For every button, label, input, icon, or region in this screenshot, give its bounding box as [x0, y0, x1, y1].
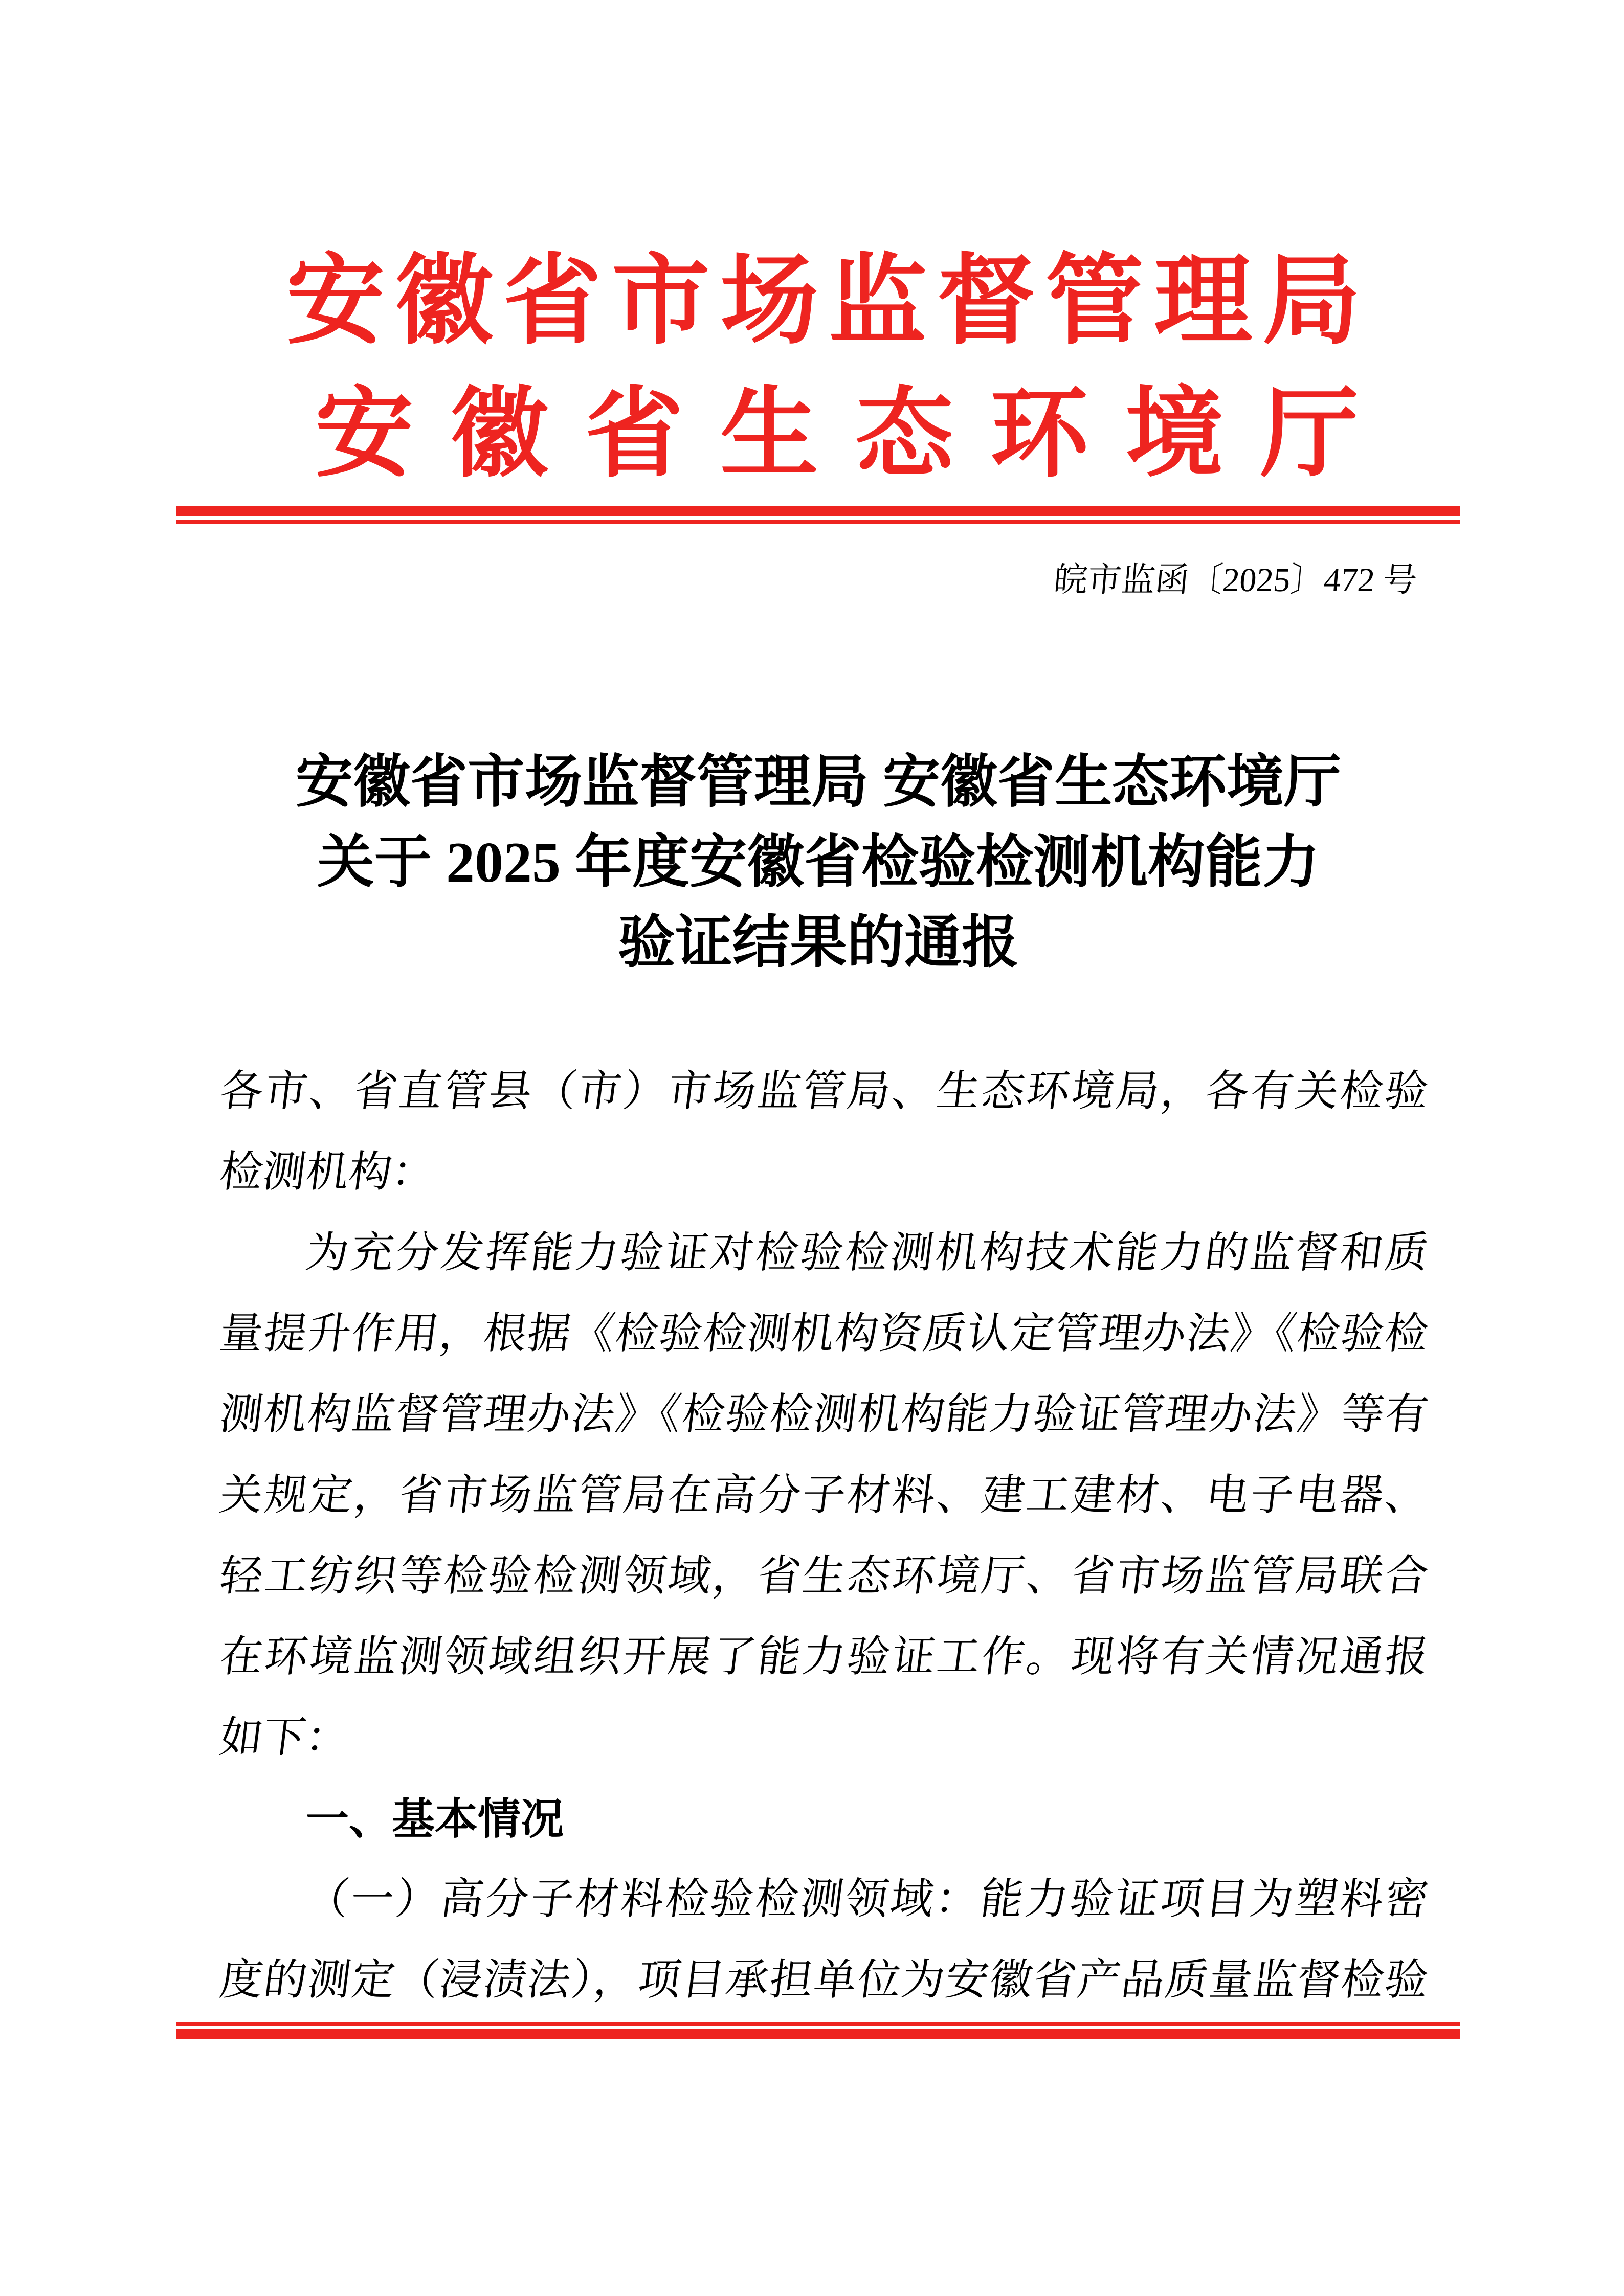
document-number: 皖市监函〔2025〕472 号	[1052, 561, 1419, 599]
paragraph-1-line-2: 量提升作用，根据《检验检测机构资质认定管理办法》《检验检	[217, 1310, 1431, 1358]
section-heading-basic-info: 一、基本情况	[306, 1795, 564, 1843]
header-divider-thin	[176, 520, 1460, 524]
paragraph-1-line-5: 轻工纺织等检验检测领域，省生态环境厅、省市场监管局联合	[217, 1552, 1431, 1600]
title-line-1: 安徽省市场监督管理局 安徽省生态环境厅	[296, 751, 1341, 814]
header-divider-thick	[176, 506, 1460, 516]
footer-divider-thick	[176, 2029, 1460, 2039]
paragraph-1-line-1: 为充分发挥能力验证对检验检测机构技术能力的监督和质	[303, 1229, 1431, 1277]
title-line-2: 关于 2025 年度安徽省检验检测机构能力	[317, 831, 1320, 894]
salutation-line-1: 各市、省直管县（市）市场监管局、生态环境局，各有关检验	[217, 1068, 1431, 1115]
paragraph-1-line-6: 在环境监测领域组织开展了能力验证工作。现将有关情况通报	[217, 1633, 1431, 1681]
body-text	[217, 1051, 1431, 2021]
letterhead-agency-line-1: 安徽省市场监督管理局	[286, 247, 1371, 356]
paragraph-1-line-3: 测机构监督管理办法》《检验检测机构能力验证管理办法》等有	[217, 1391, 1431, 1438]
paragraph-1-line-4: 关规定，省市场监管局在高分子材料、建工建材、电子电器、	[217, 1472, 1431, 1519]
paragraph-2-line-1: （一）高分子材料检验检测领域：能力验证项目为塑料密	[303, 1876, 1431, 1923]
letterhead-agency-line-2: 安徽省生态环境厅	[315, 380, 1395, 489]
salutation-line-2: 检测机构：	[217, 1149, 438, 1196]
paragraph-1-line-7: 如下：	[217, 1714, 352, 1762]
title-line-3: 验证结果的通报	[618, 911, 1019, 975]
document-title	[176, 742, 1460, 983]
footer-divider-thin	[176, 2022, 1460, 2026]
paragraph-2-line-2: 度的测定（浸渍法），项目承担单位为安徽省产品质量监督检验	[217, 1956, 1431, 2004]
